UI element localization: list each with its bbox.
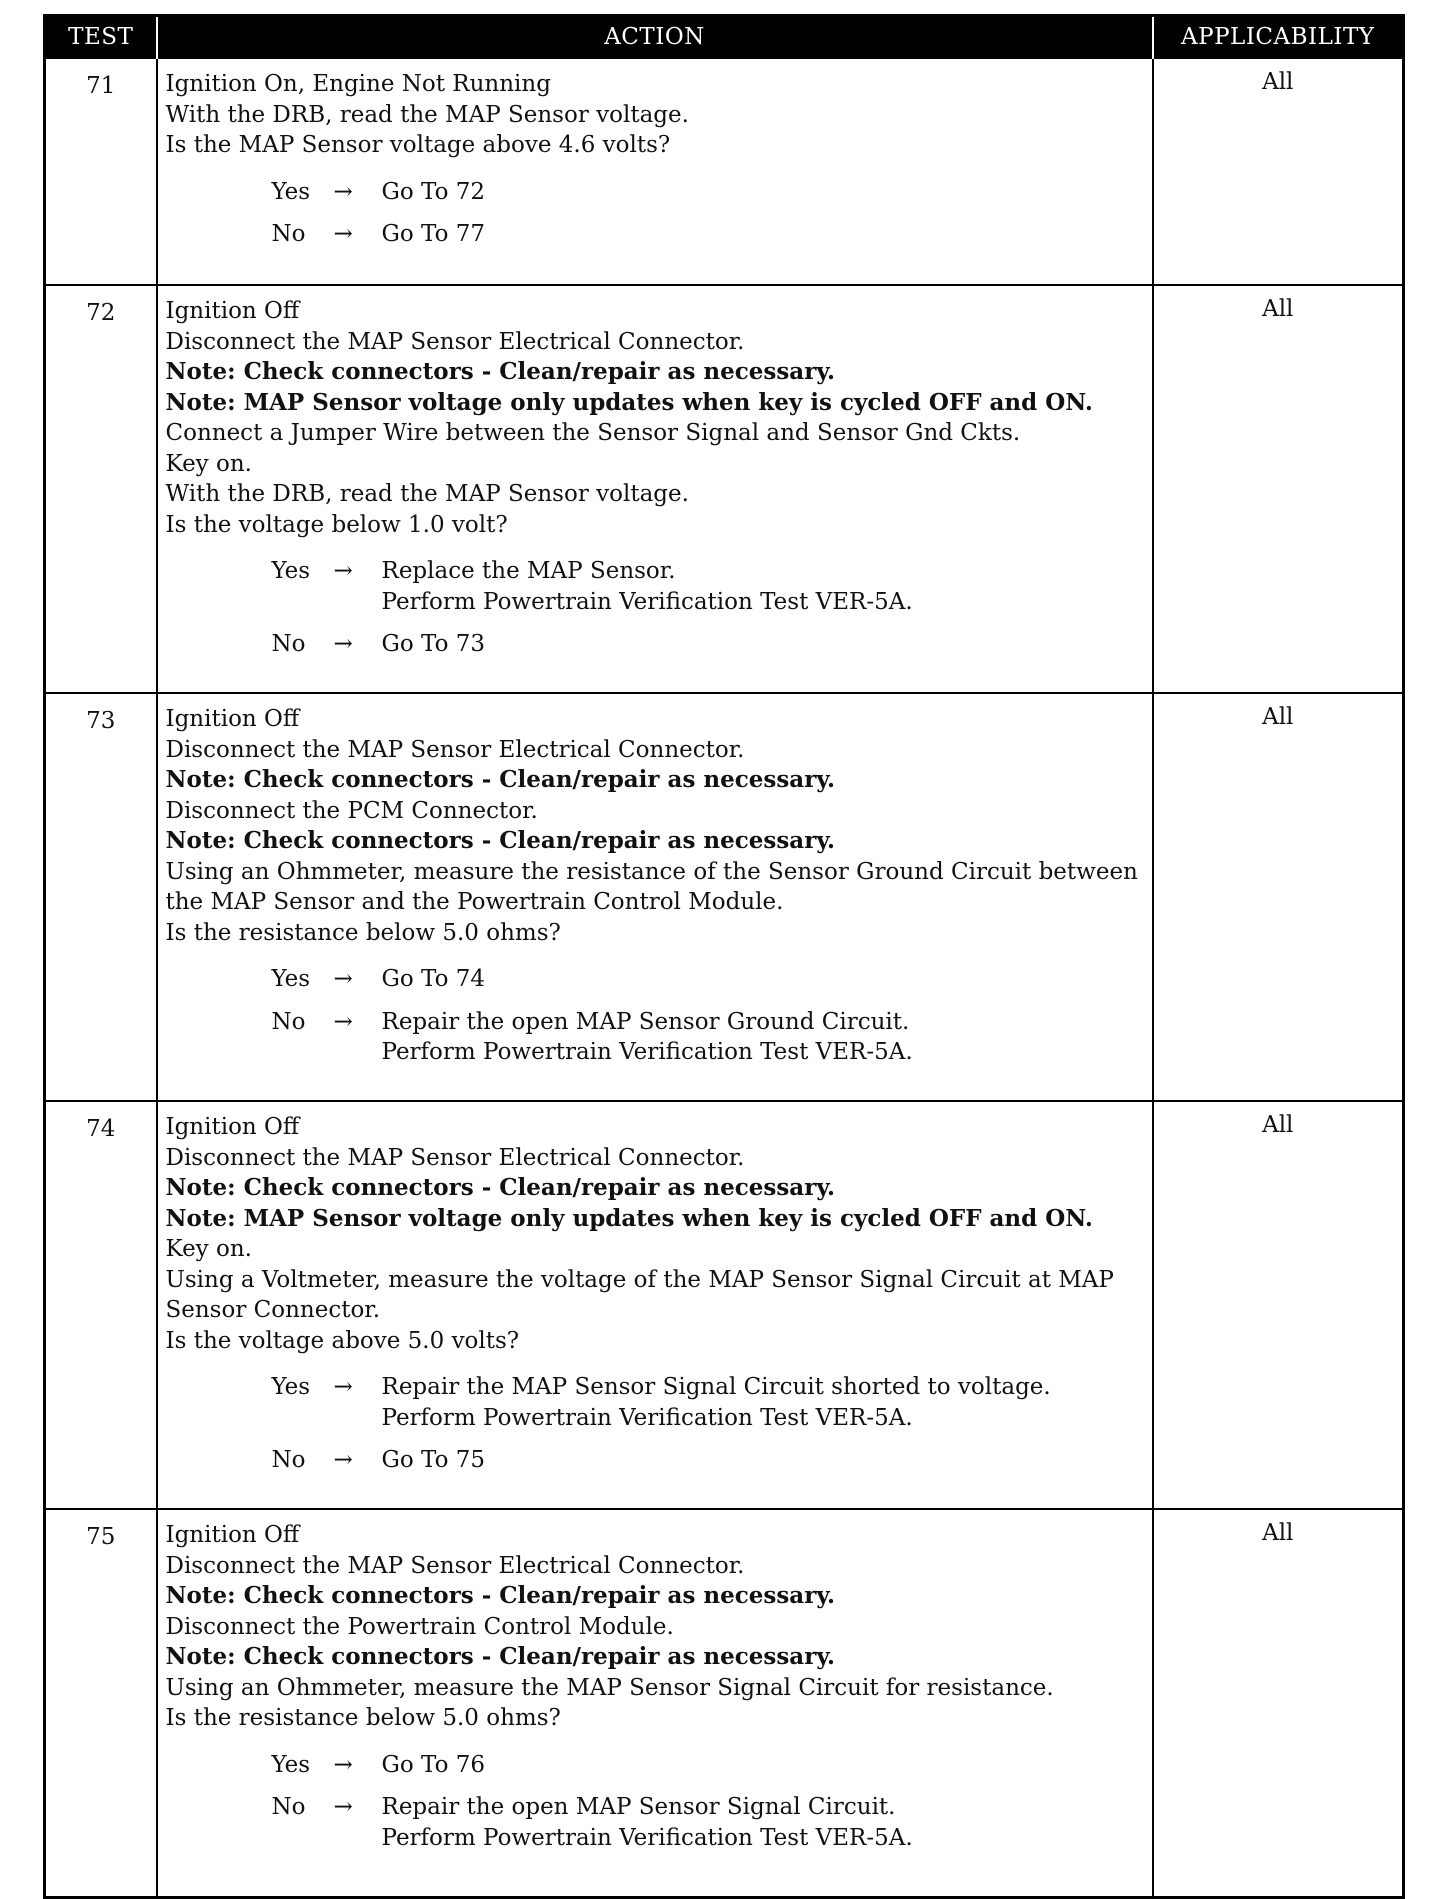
action-line: Ignition Off xyxy=(165,298,300,324)
action-line: Connect a Jumper Wire between the Sensor Signal and Sensor Gnd Ckts. xyxy=(165,420,1021,446)
answer-text: Go To 74 xyxy=(381,966,486,992)
applicability-value: All xyxy=(1153,285,1404,693)
action-line: Disconnect the MAP Sensor Electrical Connector. xyxy=(165,1144,745,1171)
right-arrow-icon: → xyxy=(333,631,353,657)
action-line: Disconnect the Powertrain Control Module. xyxy=(165,1613,674,1640)
note-line: Note: Check connectors - Clean/repair as necessary. xyxy=(165,1643,836,1670)
action-line: Is the voltage above 5.0 volts? xyxy=(165,1327,520,1354)
test-number: 72 xyxy=(45,285,157,693)
answer-text: Go To 76 xyxy=(381,1751,486,1778)
applicability-value: All xyxy=(1153,693,1404,1101)
note-line: Note: MAP Sensor voltage only updates when key is cycled OFF and ON. xyxy=(165,388,1093,416)
test-number: 75 xyxy=(45,1509,157,1898)
right-arrow-icon: → xyxy=(333,558,353,584)
answer-yes xyxy=(272,1750,1148,1781)
answer-label: No xyxy=(271,1447,306,1473)
answer-list xyxy=(272,1372,1148,1476)
answer-text: Repair the MAP Sensor Signal Circuit shorted to voltage. xyxy=(381,1374,1051,1400)
table-row-test-75 xyxy=(45,1509,1404,1898)
answer-label: Yes xyxy=(271,966,311,992)
note-line: Note: Check connectors - Clean/repair as necessary. xyxy=(165,827,836,854)
action-line: Key on. xyxy=(165,1236,252,1262)
answer-label: No xyxy=(271,221,306,247)
action-line: Using a Voltmeter, measure the voltage of the MAP Sensor Signal Circuit at MAP xyxy=(165,1266,1114,1293)
right-arrow-icon: → xyxy=(333,1751,353,1778)
action-cell xyxy=(157,58,1153,285)
answer-label: Yes xyxy=(271,178,311,205)
note-line: Note: Check connectors - Clean/repair as necessary. xyxy=(165,358,836,385)
right-arrow-icon: → xyxy=(333,1794,353,1820)
answer-yes xyxy=(272,177,1148,208)
action-line: Disconnect the MAP Sensor Electrical Connector. xyxy=(165,736,745,763)
answer-list xyxy=(272,1750,1148,1854)
applicability-value: All xyxy=(1153,58,1404,285)
answer-text: Perform Powertrain Verification Test VER-5A. xyxy=(381,1404,913,1431)
answer-list xyxy=(272,556,1148,660)
table-row-test-71 xyxy=(45,58,1404,285)
table-row-test-74 xyxy=(45,1101,1404,1509)
right-arrow-icon: → xyxy=(333,178,353,205)
header-test: TEST xyxy=(45,16,157,59)
answer-text: Go To 72 xyxy=(381,178,486,205)
answer-yes xyxy=(272,964,1148,995)
action-line: Disconnect the MAP Sensor Electrical Connector. xyxy=(165,1552,745,1579)
answer-no xyxy=(272,1007,1148,1068)
action-line: Ignition Off xyxy=(165,1522,300,1548)
action-line: Ignition On, Engine Not Running xyxy=(165,71,551,97)
answer-text: Go To 73 xyxy=(381,631,486,657)
table-header-row xyxy=(45,16,1404,59)
answer-text: Perform Powertrain Verification Test VER-5A. xyxy=(381,1824,913,1851)
answer-no xyxy=(272,1792,1148,1853)
note-line: Note: Check connectors - Clean/repair as necessary. xyxy=(165,1582,836,1609)
action-line: Ignition Off xyxy=(165,1114,300,1140)
note-line: Note: Check connectors - Clean/repair as necessary. xyxy=(165,1174,836,1201)
answer-text: Replace the MAP Sensor. xyxy=(381,558,676,584)
action-cell xyxy=(157,1101,1153,1509)
right-arrow-icon: → xyxy=(333,1374,353,1400)
answer-text: Perform Powertrain Verification Test VER-5A. xyxy=(381,1039,913,1065)
answer-no xyxy=(272,1445,1148,1476)
answer-list xyxy=(272,964,1148,1068)
test-number: 71 xyxy=(45,58,157,285)
answer-no xyxy=(272,219,1148,250)
action-line: Disconnect the PCM Connector. xyxy=(165,797,538,824)
answer-text: Go To 77 xyxy=(381,221,486,247)
action-line: Using an Ohmmeter, measure the resistance of the Sensor Ground Circuit between xyxy=(165,858,1138,885)
action-cell xyxy=(157,285,1153,693)
applicability-value: All xyxy=(1153,1509,1404,1898)
right-arrow-icon: → xyxy=(333,221,353,247)
answer-text: Repair the open MAP Sensor Signal Circuit. xyxy=(381,1794,896,1820)
answer-label: No xyxy=(271,1794,306,1820)
answer-label: No xyxy=(271,1008,306,1035)
answer-list xyxy=(272,177,1148,250)
answer-text: Go To 75 xyxy=(381,1447,486,1473)
action-line: Is the resistance below 5.0 ohms? xyxy=(165,1705,561,1731)
answer-label: Yes xyxy=(271,558,311,584)
action-line: the MAP Sensor and the Powertrain Control Module. xyxy=(165,889,784,915)
answer-yes xyxy=(272,1372,1148,1433)
answer-yes xyxy=(272,556,1148,617)
note-line: Note: MAP Sensor voltage only updates when key is cycled OFF and ON. xyxy=(165,1204,1093,1232)
right-arrow-icon: → xyxy=(333,1447,353,1473)
action-line: Using an Ohmmeter, measure the MAP Sensor Signal Circuit for resistance. xyxy=(165,1674,1054,1701)
answer-label: Yes xyxy=(271,1751,311,1778)
header-action: ACTION xyxy=(157,16,1153,59)
action-line: Is the MAP Sensor voltage above 4.6 volts? xyxy=(165,132,671,158)
action-cell xyxy=(157,1509,1153,1898)
action-cell xyxy=(157,693,1153,1101)
action-line: Sensor Connector. xyxy=(165,1297,381,1323)
note-line: Note: Check connectors - Clean/repair as necessary. xyxy=(165,766,836,793)
diagnostic-test-table xyxy=(43,14,1405,1899)
right-arrow-icon: → xyxy=(333,966,353,992)
action-line: Ignition Off xyxy=(165,706,300,732)
applicability-value: All xyxy=(1153,1101,1404,1509)
table-row-test-72 xyxy=(45,285,1404,693)
action-line: Is the voltage below 1.0 volt? xyxy=(165,511,508,538)
answer-text: Repair the open MAP Sensor Ground Circuit. xyxy=(381,1008,910,1035)
action-line: Key on. xyxy=(165,450,252,477)
answer-label: Yes xyxy=(271,1374,311,1400)
test-number: 74 xyxy=(45,1101,157,1509)
test-number: 73 xyxy=(45,693,157,1101)
table-row-test-73 xyxy=(45,693,1404,1101)
answer-text: Perform Powertrain Verification Test VER-5A. xyxy=(381,588,913,615)
header-applicability: APPLICABILITY xyxy=(1153,16,1404,59)
action-line: Is the resistance below 5.0 ohms? xyxy=(165,919,561,946)
right-arrow-icon: → xyxy=(333,1008,353,1035)
answer-label: No xyxy=(271,631,306,657)
answer-no xyxy=(272,629,1148,660)
action-line: With the DRB, read the MAP Sensor voltage. xyxy=(165,101,689,128)
action-line: With the DRB, read the MAP Sensor voltage. xyxy=(165,481,689,507)
action-line: Disconnect the MAP Sensor Electrical Connector. xyxy=(165,328,745,355)
